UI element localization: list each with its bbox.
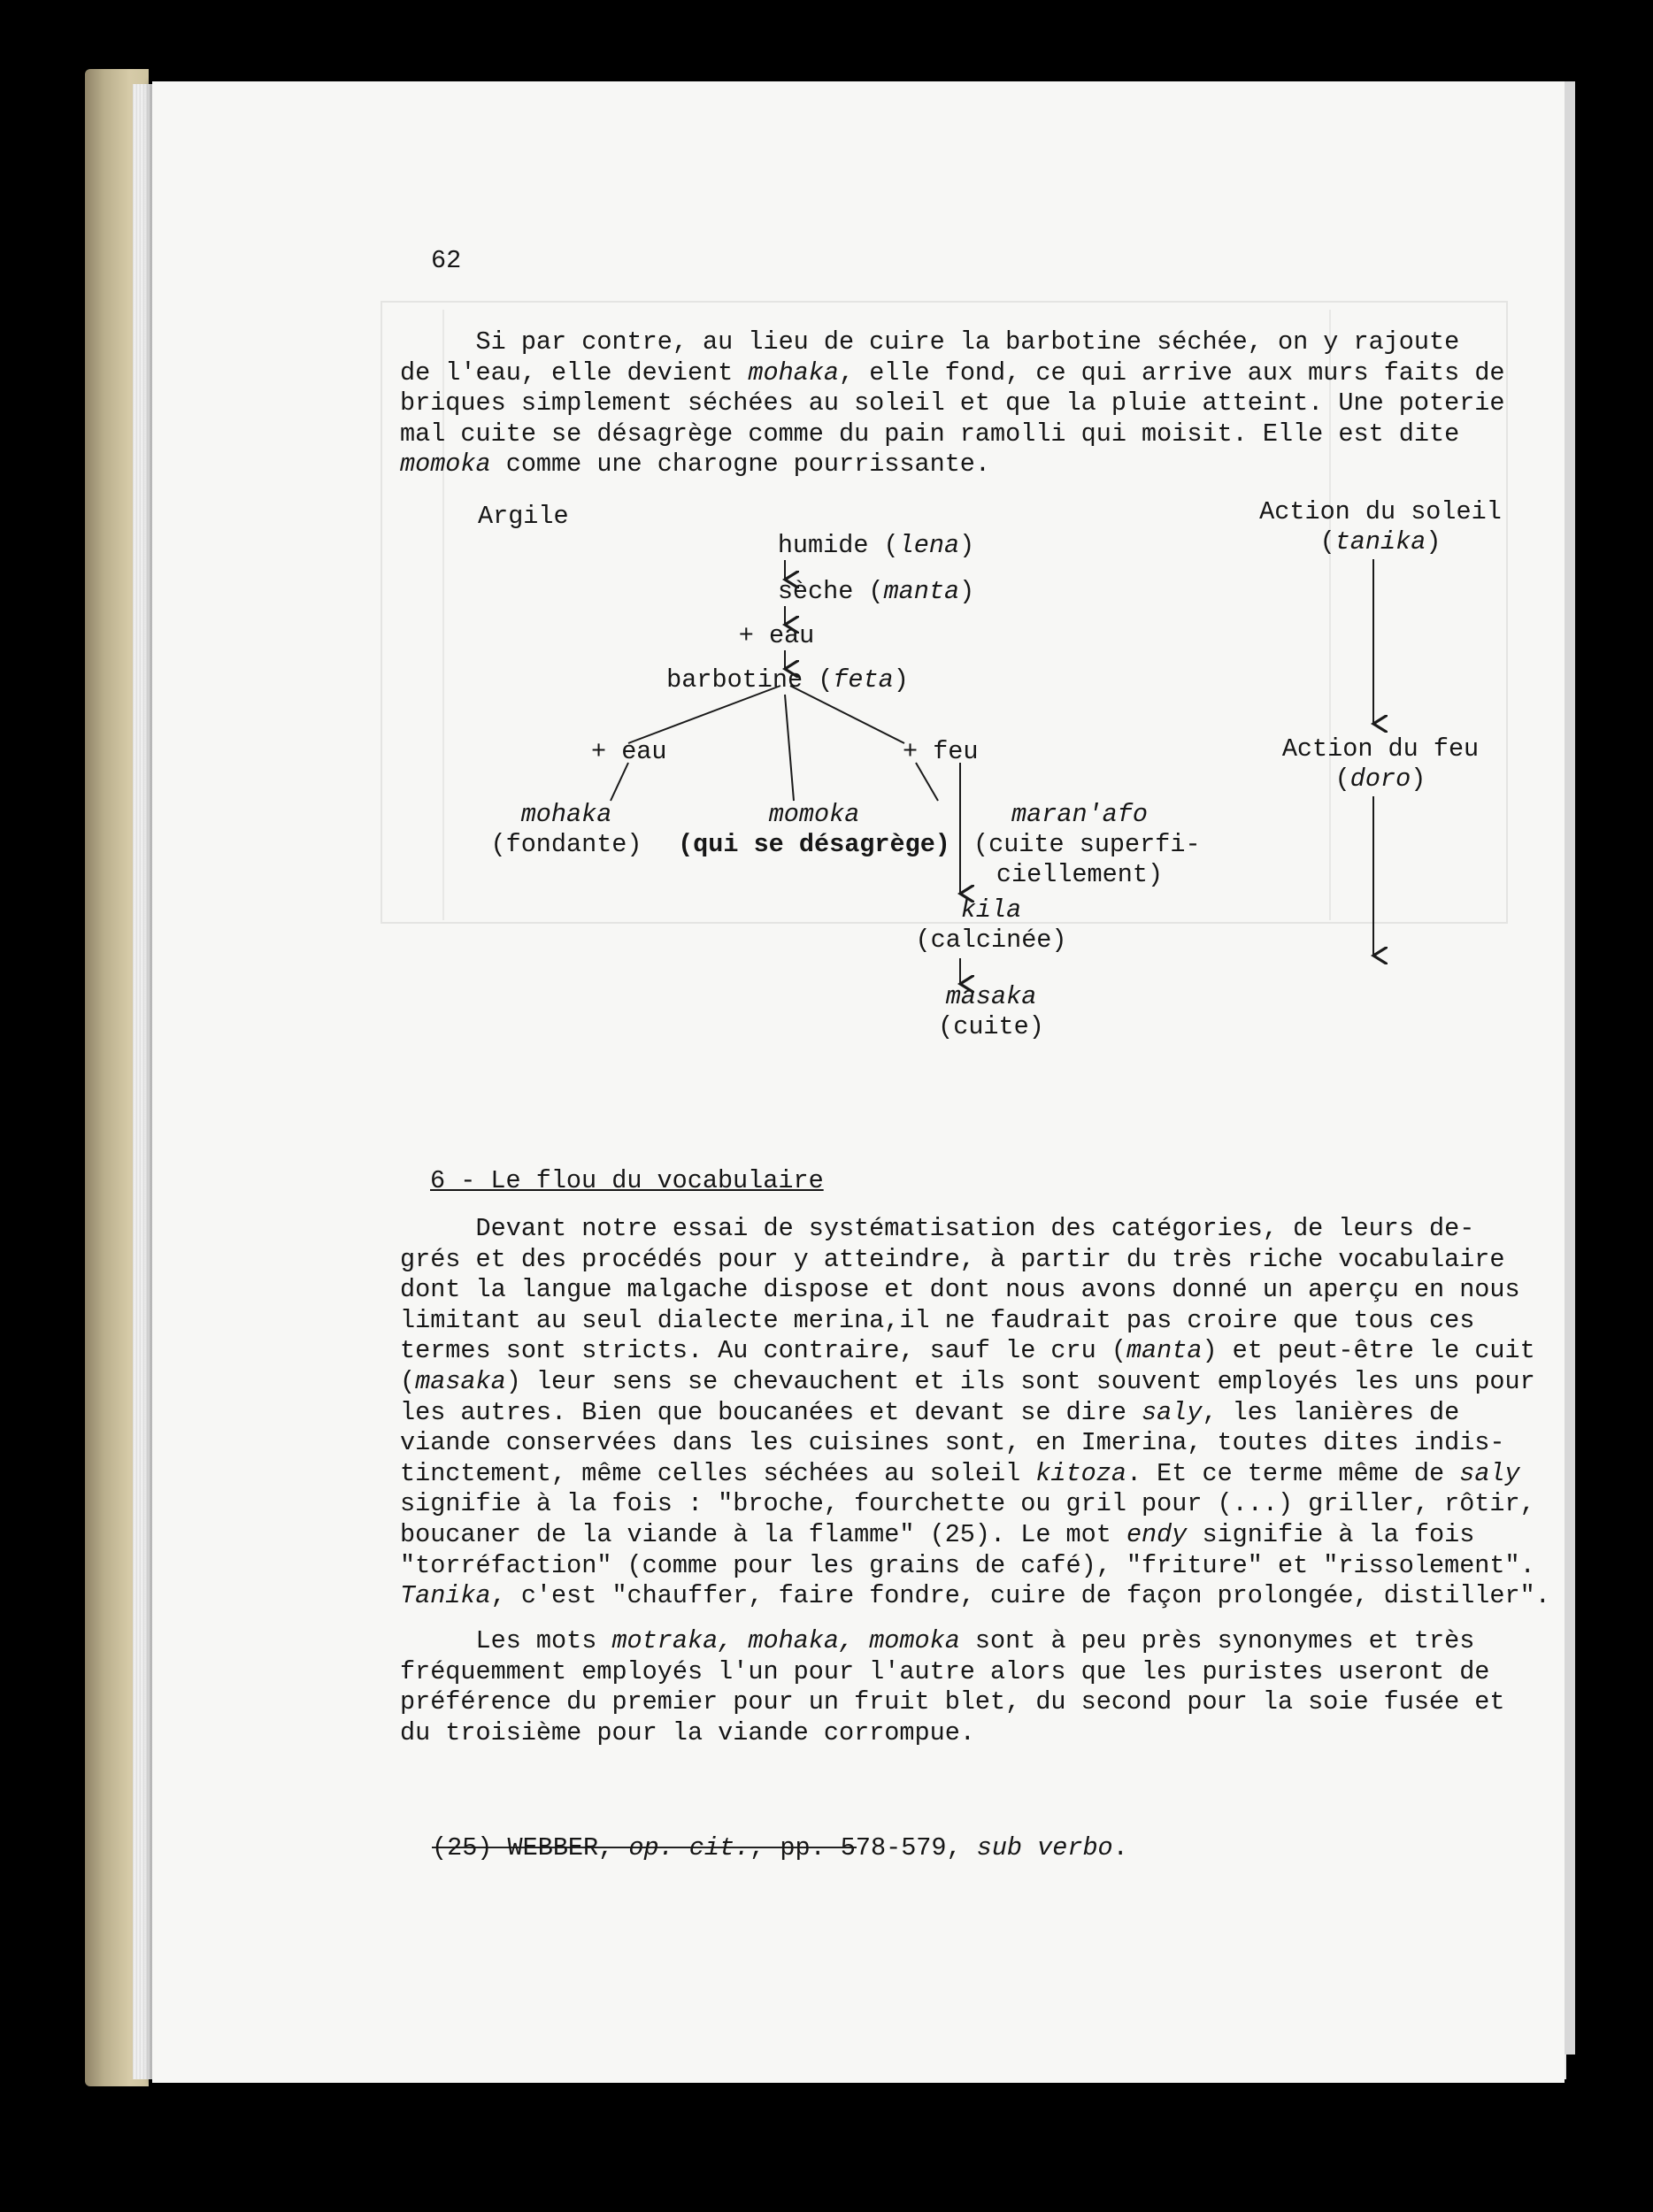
p2-line-7: les autres. Bien que boucanées et devant se dire saly, les lanières de [400, 1397, 1460, 1427]
p2-line-5: termes sont stricts. Au contraire, sauf le cru (manta) et peut-être le cuit [400, 1336, 1535, 1366]
p2-line-4: limitant au seul dialecte merina,il ne faudrait pas croire que tous ces [400, 1305, 1475, 1335]
p2-line-12: "torréfaction" (comme pour les grains de café), "friture" et "rissolement". [400, 1550, 1535, 1580]
footnote: (25) WEBBER, op. cit., pp. 578-579, sub verbo. [432, 1833, 1128, 1863]
paragraph-1 [400, 327, 1506, 480]
p1-line-5: momoka comme une charogne pourrissante. [400, 449, 991, 479]
diagram-seche: sèche (manta) [777, 577, 975, 606]
paragraph-3 [400, 1626, 1506, 1748]
paragraph-2 [400, 1214, 1550, 1612]
page-number: 62 [431, 246, 462, 275]
p2-line-10: signifie à la fois : "broche, fourchette ou gril pour (...) griller, rôtir, [400, 1489, 1535, 1519]
p3-line-4: du troisième pour la viande corrompue. [400, 1717, 975, 1747]
diagram-kila: kila (calcinée) [915, 895, 1067, 955]
p2-line-8: viande conservées dans les cuisines sont, en Imerina, toutes dites indis- [400, 1428, 1505, 1458]
diagram-maranafo: maran'afo (cuite superfi- ciellement) [973, 800, 1201, 889]
p3-line-3: préférence du premier pour un fruit blet, du second pour la soie fusée et [400, 1687, 1505, 1717]
diagram-masaka: masaka (cuite) [938, 982, 1044, 1041]
p2-line-2: grés et des procédés pour y atteindre, à partir du très riche vocabulaire [400, 1244, 1505, 1274]
diagram-momoka: momoka (qui se désagrège) [678, 800, 950, 859]
diagram-argile: Argile [478, 502, 569, 531]
p1-line-1: Si par contre, au lieu de cuire la barbotine séchée, on y rajoute [400, 327, 1460, 357]
p2-line-1: Devant notre essai de systématisation des catégories, de leurs de- [400, 1214, 1475, 1243]
p2-line-9: tinctement, même celles séchées au soleil kitoza. Et ce terme même de saly [400, 1458, 1520, 1488]
diagram-mohaka: mohaka (fondante) [490, 800, 642, 859]
diagram-soleil: Action du soleil (tanika) [1259, 497, 1502, 557]
section-title: 6 - Le flou du vocabulaire [430, 1166, 824, 1195]
diagram-barbotine: barbotine (feta) [666, 665, 909, 695]
diagram-plus-eau: + eau [591, 737, 667, 766]
p2-line-6: (masaka) leur sens se chevauchent et ils sont souvent employés les uns pour [400, 1366, 1535, 1396]
p1-line-3: briques simplement séchées au soleil et que la pluie atteint. Une poterie [400, 388, 1505, 418]
diagram-plus-feu: + feu [903, 737, 979, 766]
p1-line-4: mal cuite se désagrège comme du pain ramolli qui moisit. Elle est dite [400, 419, 1460, 449]
p3-line-2: fréquemment employés l'un pour l'autre alors que les puristes useront de [400, 1656, 1490, 1686]
p2-line-11: boucaner de la viande à la flamme" (25). Le mot endy signifie à la fois [400, 1519, 1475, 1549]
diagram-eau: + eau [738, 621, 815, 650]
p2-line-3: dont la langue malgache dispose et dont nous avons donné un aperçu en nous [400, 1275, 1520, 1305]
diagram-humide: humide (lena) [777, 531, 975, 560]
page-edge [1565, 81, 1575, 2055]
p2-line-13: Tanika, c'est "chauffer, faire fondre, cuire de façon prolongée, distiller". [400, 1581, 1550, 1611]
p1-line-2: de l'eau, elle devient mohaka, elle fond, ce qui arrive aux murs faits de [400, 357, 1505, 388]
diagram-feu: Action du feu (doro) [1281, 734, 1480, 794]
p3-line-1: Les mots motraka, mohaka, momoka sont à peu près synonymes et très [400, 1626, 1475, 1655]
